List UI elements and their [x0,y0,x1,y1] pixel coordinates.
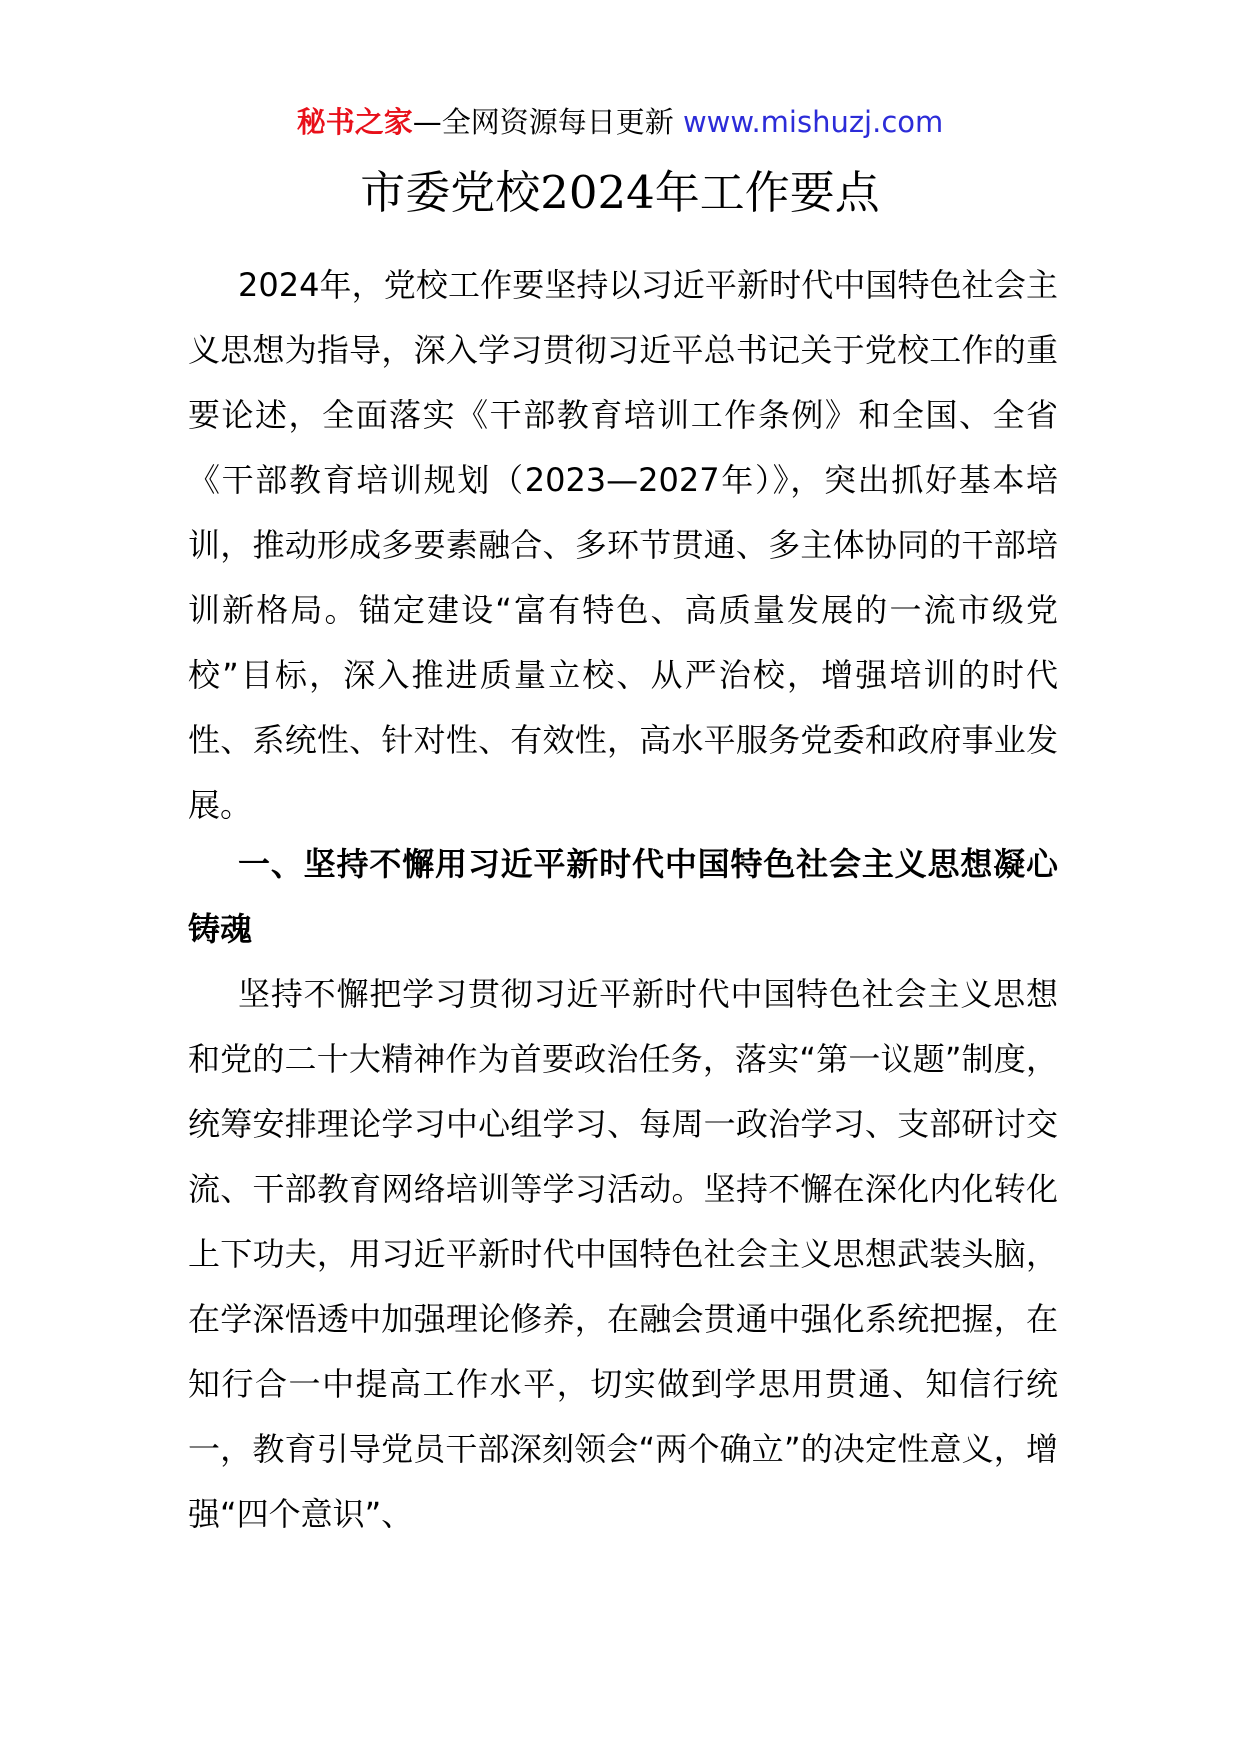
title-year: 2024 [540,166,655,219]
header-url-link[interactable]: www.mishuzj.com [682,105,944,139]
document-title [0,162,1240,224]
section-heading-1: 一、坚持不懈用习近平新时代中国特色社会主义思想凝心铸魂 [188,845,1058,948]
title-prefix: 市委党校 [360,166,541,219]
header-tagline: —全网资源每日更新 [412,105,683,139]
section-1-paragraph: 坚持不懈把学习贯彻习近平新时代中国特色社会主义思想和党的二十大精神作为首要政治任务，落实“第一议题”制度，统筹安排理论学习中心组学习、每周一政治学习、支部研讨交流、干部教育网络培训等学习活动。坚持不懈在深化内化转化上下功夫，用习近平新时代中国特色社会主义思想武装头脑，在学深悟透中加强理论修养，在融会贯通中强化系统把握，在知行合一中提高工作水平，切实做到学思用贯通、知信行统一，教育引导党员干部深刻领会“两个确立”的决定性意义，增强“四个意识”、 [188,975,1058,1533]
title-suffix: 年工作要点 [654,166,880,219]
site-header [0,102,1240,142]
brand-name: 秘书之家 [296,105,413,139]
intro-paragraph: 2024年，党校工作要坚持以习近平新时代中国特色社会主义思想为指导，深入学习贯彻习近平总书记关于党校工作的重要论述，全面落实《干部教育培训工作条例》和全国、全省《干部教育培训规划（2023—2027年）》，突出抓好基本培训，推动形成多要素融合、多环节贯通、多主体协同的干部培训新格局。锚定建设“富有特色、高质量发展的一流市级党校”目标，深入推进质量立校、从严治校，增强培训的时代性、系统性、针对性、有效性，高水平服务党委和政府事业发展。 [188,266,1058,824]
